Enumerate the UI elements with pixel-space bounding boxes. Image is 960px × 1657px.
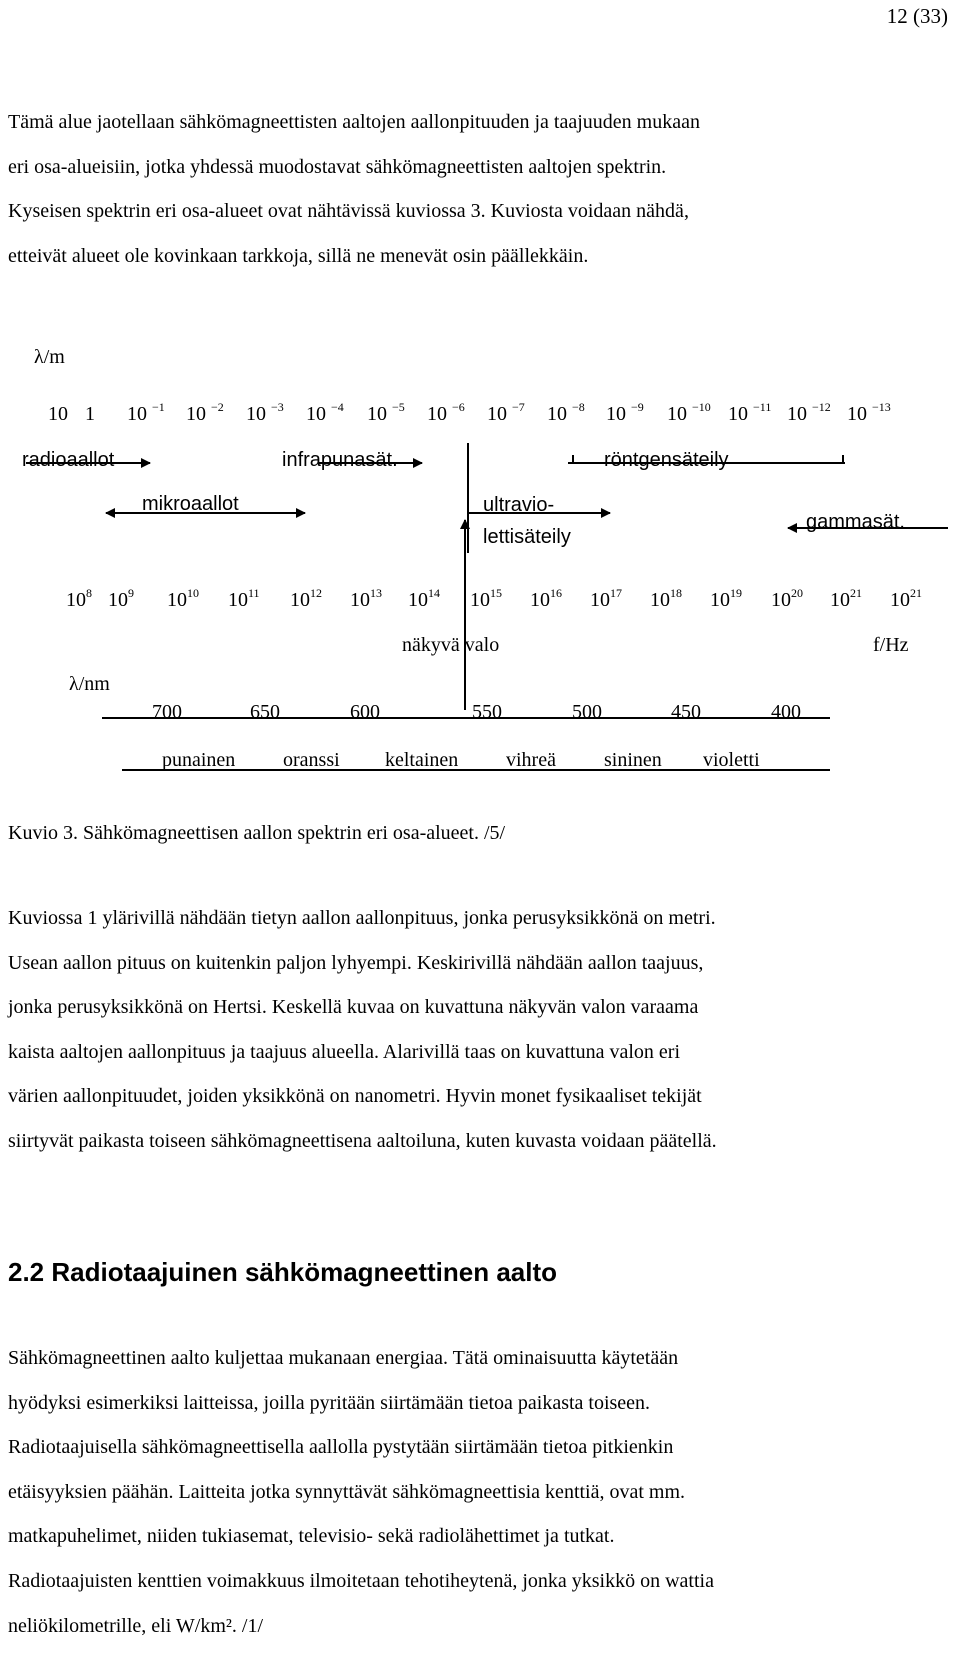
frequency-tick: $10^9$ (108, 586, 134, 611)
text-line: matkapuhelimet, niiden tukiasemat, televisio- sekä radiolähettimet ja tutkat. (8, 1525, 615, 1548)
wavelength-tick: 10 $^{-9}$ (606, 400, 644, 425)
nanometer-tick: 650 (250, 701, 280, 723)
visible-light-label: näkyvä valo (402, 634, 500, 656)
frequency-unit-label: f/Hz (873, 634, 909, 656)
text-line: Radiotaajuisten kenttien voimakkuus ilmoitetaan tehotiheytenä, jonka yksikkö on wattia (8, 1569, 714, 1592)
frequency-tick: $10^{19}$ (710, 586, 742, 611)
figure-caption: Kuvio 3. Sähkömagneettisen aallon spektrin eri osa-alueet. /5/ (8, 822, 506, 844)
text-line: etäisyyksien päähän. Laitteita jotka synnyttävät sähkömagneettisia kenttiä, ovat mm. (8, 1480, 686, 1503)
text-line: Usean aallon pituus on kuitenkin paljon lyhyempi. Keskirivillä nähdään aallon taajuus, (8, 951, 704, 974)
microwave-label: mikroaallot (142, 493, 239, 515)
wavelength-tick: 10 $^{-13}$ (847, 400, 891, 425)
wavelength-tick: 10 $^{-6}$ (427, 400, 465, 425)
nanometer-tick: 550 (472, 701, 502, 723)
nanometer-tick: 450 (671, 701, 701, 723)
frequency-tick: $10^8$ (66, 586, 92, 611)
radio-waves-label: radioaallot (22, 449, 115, 471)
wavelength-tick: 10 $^{-1}$ (127, 400, 165, 425)
color-label-yellow: keltainen (385, 749, 459, 771)
wavelength-tick: 10 $^{-10}$ (667, 400, 711, 425)
text-line: Kyseisen spektrin eri osa-alueet ovat nähtävissä kuviossa 3. Kuviosta voidaan nähdä, (8, 200, 689, 223)
ultraviolet-label-line1: ultravio- (483, 494, 555, 516)
text-line: eri osa-alueisiin, jotka yhdessä muodostavat sähkömagneettisten aaltojen spektrin. (8, 155, 667, 178)
nanometer-tick: 600 (350, 701, 380, 723)
text-line: Kuviossa 1 ylärivillä nähdään tietyn aallon aallonpituus, jonka perusyksikkönä on metri. (8, 907, 716, 929)
wavelength-tick: 10 $^{-7}$ (487, 400, 525, 425)
color-label-orange: oranssi (283, 749, 340, 771)
frequency-tick: $10^{16}$ (530, 586, 562, 611)
wavelength-tick: 1 (85, 403, 95, 425)
text-line: Sähkömagneettinen aalto kuljettaa mukanaan energiaa. Tätä ominaisuutta käytetään (8, 1347, 679, 1369)
frequency-tick: $10^{18}$ (650, 586, 682, 611)
text-line: neliökilometrille, eli W/km². /1/ (8, 1614, 264, 1637)
frequency-tick: $10^{20}$ (771, 586, 803, 611)
nanometer-tick: 500 (572, 701, 602, 723)
wavelength-tick: 10 $^{-5}$ (367, 400, 405, 425)
intro-paragraph (8, 100, 953, 278)
wavelength-tick: 10 $^{-3}$ (246, 400, 284, 425)
wavelength-tick: 10 (48, 403, 68, 425)
text-line: siirtyvät paikasta toiseen sähkömagneettisena aaltoiluna, kuten kuvasta voidaan päätellä. (8, 1129, 717, 1152)
wavelength-tick: 10 $^{-8}$ (547, 400, 585, 425)
text-line: etteivät alueet ole kovinkaan tarkkoja, sillä ne menevät osin päällekkäin. (8, 244, 589, 267)
wavelength-tick: 10 $^{-11}$ (728, 400, 772, 425)
color-label-green: vihreä (506, 749, 556, 771)
infrared-label: infrapunasät. (282, 449, 398, 471)
section-heading: 2.2 Radiotaajuinen sähkömagneettinen aalto (8, 1257, 558, 1287)
page-number: 12 (33) (886, 4, 948, 28)
text-line: värien aallonpituudet, joiden yksikkönä on nanometri. Hyvin monet fysikaaliset tekijät (8, 1085, 702, 1108)
xray-label: röntgensäteily (604, 449, 729, 471)
text-line: Tämä alue jaotellaan sähkömagneettisten aaltojen aallonpituuden ja taajuuden mukaan (8, 111, 700, 133)
color-label-blue: sininen (604, 749, 662, 771)
frequency-tick: $10^{17}$ (590, 586, 622, 611)
frequency-tick: $10^{21}$ (830, 586, 862, 611)
frequency-tick: $10^{15}$ (470, 586, 502, 611)
nanometer-tick: 700 (152, 701, 182, 723)
text-line: jonka perusyksikkönä on Hertsi. Keskellä kuvaa on kuvattuna näkyvän valon varaama (8, 996, 699, 1019)
nanometer-unit-label: λ/nm (69, 673, 110, 695)
frequency-tick: $10^{12}$ (290, 586, 322, 611)
frequency-tick: $10^{21}$ (890, 586, 922, 611)
body-paragraph (8, 1336, 953, 1648)
wavelength-tick: 10 $^{-4}$ (306, 400, 344, 425)
frequency-tick: $10^{14}$ (408, 586, 440, 611)
frequency-tick: $10^{13}$ (350, 586, 382, 611)
spectrum-figure (0, 330, 960, 800)
frequency-tick: $10^{11}$ (228, 586, 260, 611)
nanometer-tick: 400 (771, 701, 801, 723)
frequency-tick: $10^{10}$ (167, 586, 199, 611)
gamma-label: gammasät. (806, 511, 905, 533)
color-label-violet: violetti (703, 749, 760, 771)
text-line: kaista aaltojen aallonpituus ja taajuus alueella. Alarivillä taas on kuvattuna valon eri (8, 1040, 681, 1063)
color-label-red: punainen (162, 749, 236, 771)
text-line: hyödyksi esimerkiksi laitteissa, joilla pyritään siirtämään tietoa paikasta toiseen. (8, 1391, 651, 1414)
wavelength-tick: 10 $^{-12}$ (787, 400, 831, 425)
explanation-paragraph (8, 896, 953, 1164)
wavelength-unit-label: λ/m (34, 346, 65, 368)
text-line: Radiotaajuisella sähkömagneettisella aallolla pystytään siirtämään tietoa pitkienkin (8, 1436, 674, 1459)
wavelength-tick: 10 $^{-2}$ (186, 400, 224, 425)
ultraviolet-label-line2: lettisäteily (483, 526, 571, 548)
